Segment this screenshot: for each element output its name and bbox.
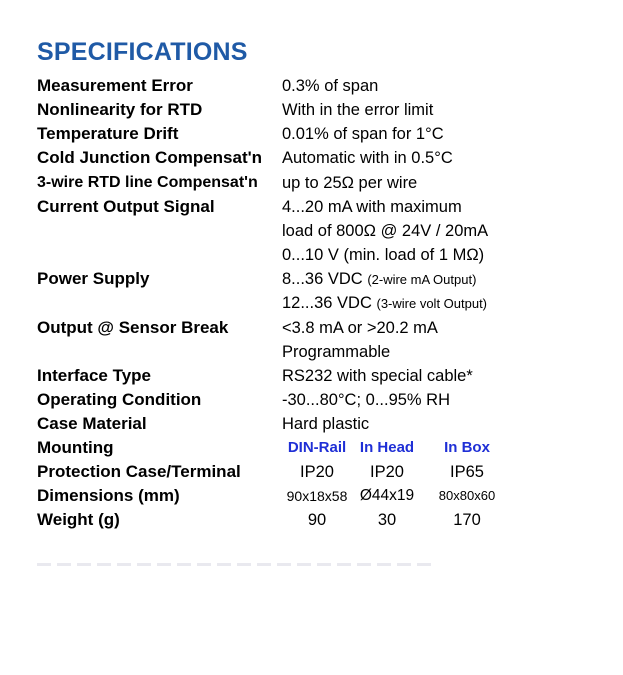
spec-label: Protection Case/Terminal (37, 462, 241, 481)
spec-row-rtd-line (37, 173, 597, 197)
mounting-in-box: In Box (444, 439, 490, 456)
protection-in-head: IP20 (370, 463, 404, 481)
spec-row-measurement-error (37, 76, 597, 100)
spec-row-sensor-break-cont (37, 342, 597, 366)
spec-row-mounting (37, 438, 597, 462)
spec-label: Dimensions (mm) (37, 486, 180, 505)
dimensions-din-rail: 90x18x58 (286, 488, 348, 504)
power-range: 12...36 VDC (282, 294, 372, 312)
faded-text-line (37, 563, 437, 566)
spec-row-sensor-break (37, 318, 597, 342)
spec-row-temperature-drift (37, 124, 597, 148)
mounting-in-head: In Head (359, 439, 415, 456)
spec-value-line (282, 293, 487, 314)
spec-row-power-supply-cont (37, 293, 597, 317)
spec-value: RS232 with special cable* (282, 367, 473, 385)
spec-label: 3-wire RTD line Compensat'n (37, 174, 258, 191)
spec-row-interface-type (37, 366, 597, 390)
spec-value: 0.3% of span (282, 77, 379, 95)
dimensions-in-box: 80x80x60 (438, 488, 496, 503)
spec-row-protection (37, 462, 597, 486)
spec-row-nonlinearity (37, 100, 597, 124)
spec-value: Automatic with in 0.5°C (282, 149, 453, 167)
protection-din-rail: IP20 (300, 463, 334, 481)
mounting-din-rail: DIN-Rail (287, 439, 347, 456)
weight-in-head: 30 (377, 511, 397, 529)
spec-label: Case Material (37, 414, 147, 433)
spec-label: Cold Junction Compensat'n (37, 148, 263, 167)
spec-row-cold-junction (37, 148, 597, 172)
spec-label: Power Supply (37, 269, 150, 288)
spec-value-line: Programmable (282, 343, 391, 361)
spec-row-current-output-cont (37, 245, 597, 269)
spec-label: Measurement Error (37, 76, 193, 95)
spec-value-line: 4...20 mA with maximum (282, 198, 462, 216)
spec-label: Interface Type (37, 366, 152, 385)
power-range: 8...36 VDC (282, 270, 363, 288)
spec-value-line: <3.8 mA or >20.2 mA (282, 319, 438, 337)
spec-value-line: load of 800Ω @ 24V / 20mA (282, 222, 489, 240)
spec-label: Weight (g) (37, 510, 120, 529)
spec-value-line (282, 269, 476, 290)
spec-row-current-output-cont (37, 221, 597, 245)
weight-din-rail: 90 (307, 511, 327, 529)
spec-value: 0.01% of span for 1°C (282, 125, 444, 143)
protection-in-box: IP65 (450, 463, 484, 481)
spec-label: Current Output Signal (37, 197, 215, 216)
spec-value: -30...80°C; 0...95% RH (282, 391, 451, 409)
spec-value: up to 25Ω per wire (282, 174, 418, 192)
spec-label: Operating Condition (37, 390, 202, 409)
spec-row-case-material (37, 414, 597, 438)
spec-value: Hard plastic (282, 415, 370, 433)
power-note: (3-wire volt Output) (376, 296, 488, 311)
spec-label: Output @ Sensor Break (37, 318, 229, 337)
weight-in-box: 170 (453, 511, 481, 529)
spec-row-dimensions (37, 486, 597, 510)
page-title: SPECIFICATIONS (37, 38, 248, 66)
spec-value: With in the error limit (282, 101, 434, 119)
spec-label: Mounting (37, 438, 114, 457)
spec-label: Temperature Drift (37, 124, 179, 143)
spec-label: Nonlinearity for RTD (37, 100, 203, 119)
dimensions-in-head: Ø44x19 (359, 487, 415, 504)
spec-row-operating-condition (37, 390, 597, 414)
spec-value-line: 0...10 V (min. load of 1 MΩ) (282, 246, 485, 264)
spec-row-weight (37, 510, 597, 534)
spec-row-current-output (37, 197, 597, 221)
spec-row-power-supply (37, 269, 597, 293)
power-note: (2-wire mA Output) (367, 272, 477, 287)
